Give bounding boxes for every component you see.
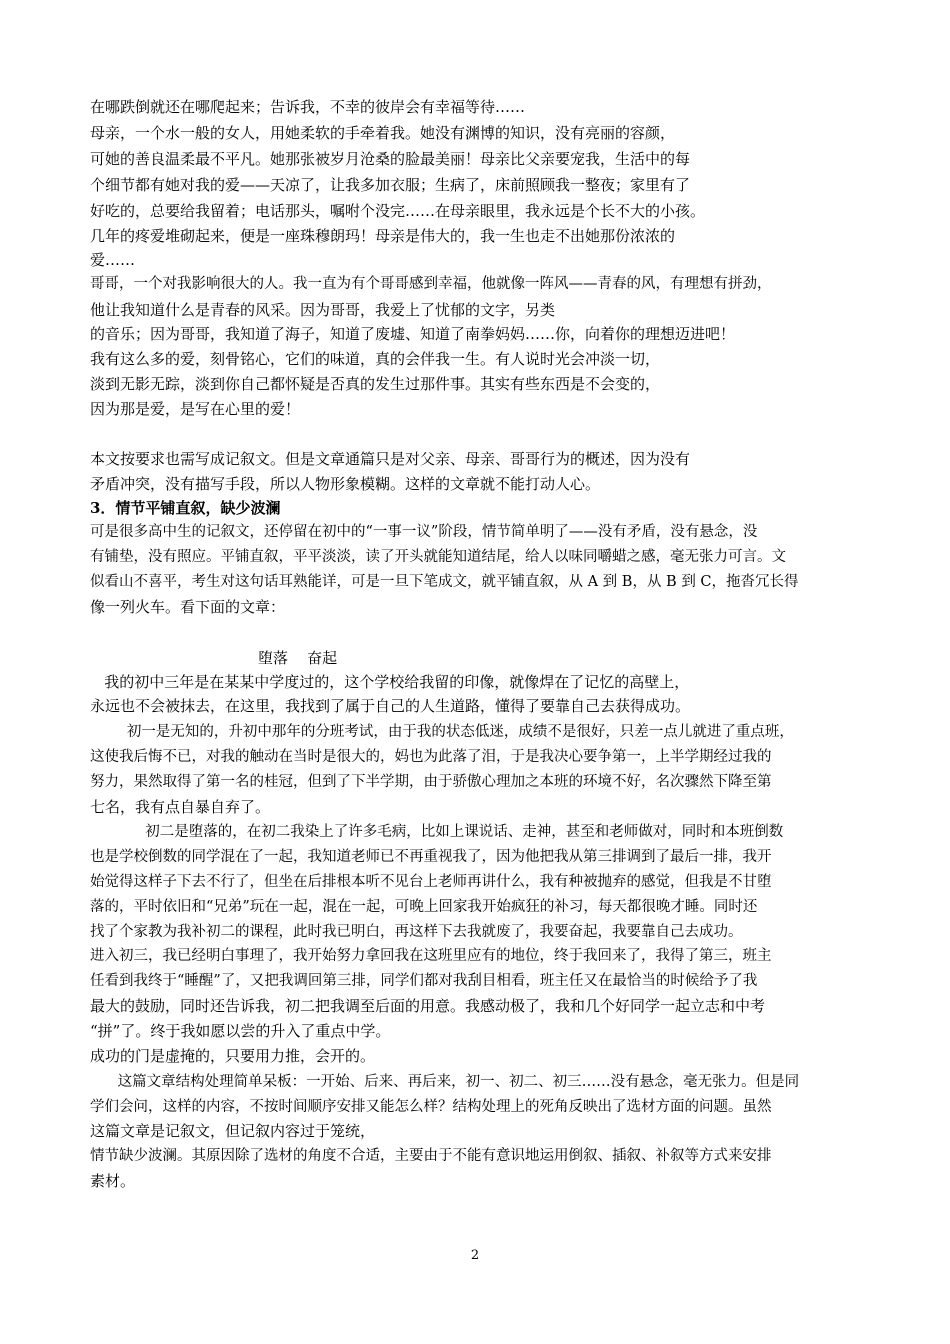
text-line: 矛盾冲突，没有描写手段，所以人物形象模糊。这样的文章就不能打动人心。 (90, 475, 601, 493)
text-line: 的音乐；因为哥哥，我知道了海子，知道了废墟、知道了南拳妈妈……你，向着你的理想迈进吧！ (90, 325, 736, 343)
text-line: 我的初中三年是在某某中学度过的，这个学校给我留的印像，就像焊在了记忆的高壁上， (90, 673, 690, 691)
text-line: 他让我知道什么是青春的风采。因为哥哥，我爱上了忧郁的文字，另类 (90, 301, 556, 319)
text-line: 也是学校倒数的同学混在了一起，我知道老师已不再重视我了，因为他把我从第三排调到了最后一排，我开 (90, 849, 772, 865)
text-line: 爱…… (90, 251, 136, 269)
text-line: 任看到我终于“睡醒”了，又把我调回第三排，同学们都对我刮目相看，班主任又在最恰当的时候给予了我 (90, 973, 758, 989)
page-number: 2 (470, 1248, 480, 1263)
text-line: 进入初三，我已经明白事理了，我开始努力拿回我在这班里应有的地位，终于我回来了，我得了第三，班主 (90, 948, 772, 964)
text-line: 几年的疼爱堆砌起来，便是一座珠穆朗玛！母亲是伟大的，我一生也走不出她那份浓浓的 (90, 227, 676, 245)
text-line: 找了个家教为我补初二的课程，此时我已明白，再这样下去我就废了，我要奋起，我要靠自己去成功。 (90, 924, 743, 940)
text-line: 情节缺少波澜。其原因除了选材的角度不合适，主要由于不能有意识地运用倒叙、插叙、补叙等方式来安排 (90, 1148, 772, 1164)
text-line: 我有这么多的爱，刻骨铭心，它们的味道，真的会伴我一生。有人说时光会冲淡一切， (90, 350, 661, 368)
text-line: 素材。 (90, 1172, 136, 1190)
text-line: 学们会问，这样的内容，不按时间顺序安排又能怎么样？结构处理上的死角反映出了选材方面的问题。虽然 (90, 1099, 772, 1115)
essay-title: 堕落 奋起 (258, 649, 338, 667)
text-line: 因为那是爱，是写在心里的爱！ (90, 400, 301, 418)
text-line: 初一是无知的，升初中那年的分班考试，由于我的状态低迷，成绩不是很好，只差一点儿就进了重点班， (90, 724, 794, 740)
text-line: 似看山不喜平，考生对这句话耳熟能详，可是一旦下笔成文，就平铺直叙，从 A 到 B，从 B 到 C，拖沓冗长得 (90, 574, 799, 590)
text-line: 像一列火车。看下面的文章： (90, 598, 286, 616)
text-line: 这篇文章结构处理简单呆板：一开始、后来、再后来，初一、初二、初三……没有悬念，毫无张力。但是同 (90, 1074, 800, 1090)
text-line: 可她的善良温柔最不平凡。她那张被岁月沧桑的脸最美丽！母亲比父亲要宠我，生活中的每 (90, 150, 691, 168)
section-heading: 3．情节平铺直叙，缺少波澜 (90, 499, 281, 517)
text-line: 在哪跌倒就还在哪爬起来；告诉我，不幸的彼岸会有幸福等待…… (90, 98, 526, 116)
text-line: 努力，果然取得了第一名的桂冠，但到了下半学期，由于骄傲心理加之本班的环境不好，名次骤然下降至第 (90, 774, 772, 790)
text-line: 可是很多高中生的记叙文，还停留在初中的“一事一议”阶段，情节简单明了——没有矛盾，没有悬念，没 (90, 524, 758, 540)
text-line: 始觉得这样子下去不行了，但坐在后排根本听不见台上老师再讲什么，我有种被抛弃的感觉，但我是不甘堕 (90, 874, 772, 890)
text-line: “拼”了。终于我如愿以尝的升入了重点中学。 (90, 1022, 391, 1040)
text-line: 永远也不会被抹去，在这里，我找到了属于自己的人生道路，懂得了要靠自己去获得成功。 (90, 697, 691, 715)
text-line: 有铺垫，没有照应。平铺直叙，平平淡淡，读了开头就能知道结尾，给人以味同嚼蜡之感，毫无张力可言。文 (90, 549, 786, 565)
text-line: 落的，平时依旧和“兄弟”玩在一起，混在一起，可晚上回家我开始疯狂的补习，每天都很晚才睡。同时还 (90, 899, 758, 915)
text-line: 成功的门是虚掩的，只要用力推，会开的。 (90, 1047, 376, 1065)
text-line: 这使我后悔不已，对我的触动在当时是很大的，妈也为此落了泪，于是我决心要争第一，上半学期经过我的 (90, 749, 772, 765)
text-line: 好吃的，总要给我留着；电话那头，嘱咐个没完……在母亲眼里，我永远是个长不大的小孩。 (90, 202, 706, 220)
text-line: 七名，我有点自暴自弃了。 (90, 798, 271, 816)
text-line: 初二是堕落的，在初二我染上了许多毛病，比如上课说话、走神，甚至和老师做对，同时和本班倒数 (90, 824, 784, 840)
text-line: 这篇文章是记叙文，但记叙内容过于笼统， (90, 1122, 376, 1140)
text-line: 本文按要求也需写成记叙文。但是文章通篇只是对父亲、母亲、哥哥行为的概述，因为没有 (90, 450, 691, 468)
text-line: 母亲，一个水一般的女人，用她柔软的手牵着我。她没有渊博的知识，没有亮丽的容颜， (90, 124, 676, 142)
text-line: 最大的鼓励，同时还告诉我，初二把我调至后面的用意。我感动极了，我和几个好同学一起立志和中考 (90, 997, 766, 1015)
text-line: 哥哥，一个对我影响很大的人。我一直为有个哥哥感到幸福，他就像一阵风——青春的风，有理想有拼劲， (90, 276, 772, 292)
text-line: 淡到无影无踪，淡到你自己都怀疑是否真的发生过那件事。其实有些东西是不会变的， (90, 375, 661, 393)
text-line: 个细节都有她对我的爱——天凉了，让我多加衣服；生病了，床前照顾我一整夜；家里有了 (90, 176, 691, 194)
